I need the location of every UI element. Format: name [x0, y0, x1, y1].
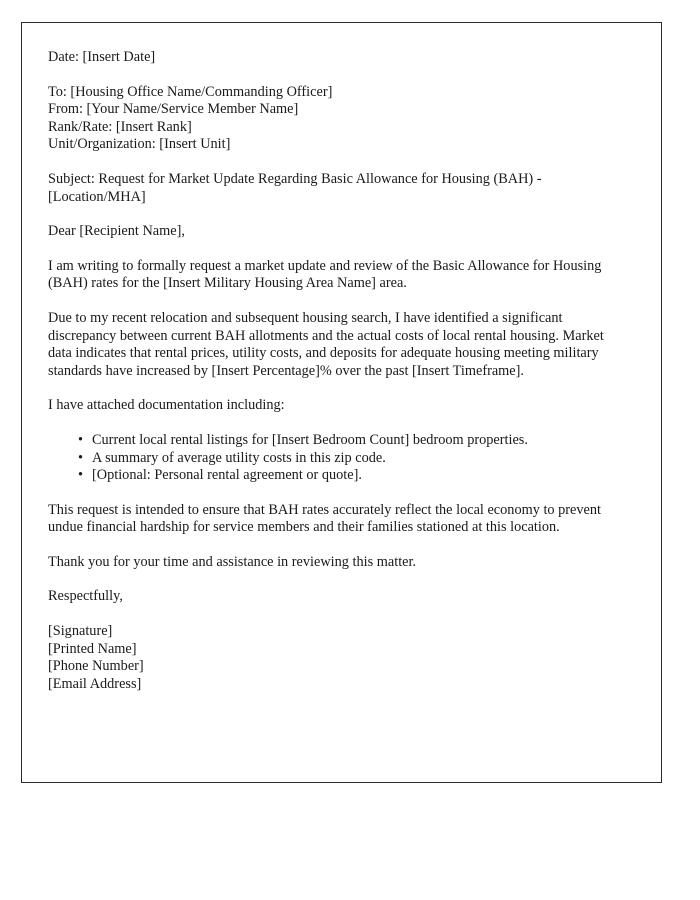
bullet-icon: •: [78, 467, 84, 484]
sender-from-line: From: [Your Name/Service Member Name]: [48, 101, 299, 118]
address-block: [48, 84, 625, 154]
bullet-icon: •: [78, 449, 84, 466]
email-address-line: [Email Address]: [48, 675, 142, 692]
rank-rate-line: Rank/Rate: [Insert Rank]: [48, 118, 192, 135]
list-item-label: [Optional: Personal rental agreement or quote].: [92, 467, 362, 484]
letter-page: [21, 22, 662, 783]
printed-name-line: [Printed Name]: [48, 640, 137, 657]
body-paragraph-2: Due to my recent relocation and subsequent housing search, I have identified a significant discrepancy between current BAH allotments and the actual costs of local rental housing. Market data indicates that rental prices, utility costs, and deposits for adequate housing meeting military standards have increased by [Insert Percentage]% over the past [Insert Timeframe].: [48, 309, 604, 379]
unit-organization-line: Unit/Organization: [Insert Unit]: [48, 136, 231, 153]
recipient-to-line: To: [Housing Office Name/Commanding Officer]: [48, 83, 333, 100]
body-paragraph-3: This request is intended to ensure that BAH rates accurately reflect the local economy to prevent undue financial hardship for service members and their families stationed at this location.: [48, 501, 602, 536]
list-item: [78, 450, 625, 468]
phone-number-line: [Phone Number]: [48, 658, 144, 675]
salutation-line: Dear [Recipient Name],: [48, 223, 185, 240]
date-block: [48, 49, 625, 67]
signature-block: [48, 623, 625, 693]
attachments-list: [48, 432, 625, 485]
attachments-intro: I have attached documentation including:: [48, 397, 285, 414]
list-item: [78, 432, 625, 450]
list-item: [78, 467, 625, 485]
body-paragraph-4: Thank you for your time and assistance in reviewing this matter.: [48, 553, 417, 570]
closing-line: Respectfully,: [48, 588, 123, 605]
subject-line: Subject: Request for Market Update Regarding Basic Allowance for Housing (BAH) - [Location/MHA]: [48, 170, 542, 205]
date-line: Date: [Insert Date]: [48, 49, 156, 65]
list-item-label: Current local rental listings for [Insert Bedroom Count] bedroom properties.: [92, 431, 528, 448]
signature-line: [Signature]: [48, 623, 113, 640]
body-paragraph-1: I am writing to formally request a market update and review of the Basic Allowance for Housing (BAH) rates for the [Insert Military Housing Area Name] area.: [48, 257, 602, 292]
letter-body: [22, 23, 661, 713]
bullet-icon: •: [78, 431, 84, 448]
list-item-label: A summary of average utility costs in this zip code.: [92, 449, 386, 466]
